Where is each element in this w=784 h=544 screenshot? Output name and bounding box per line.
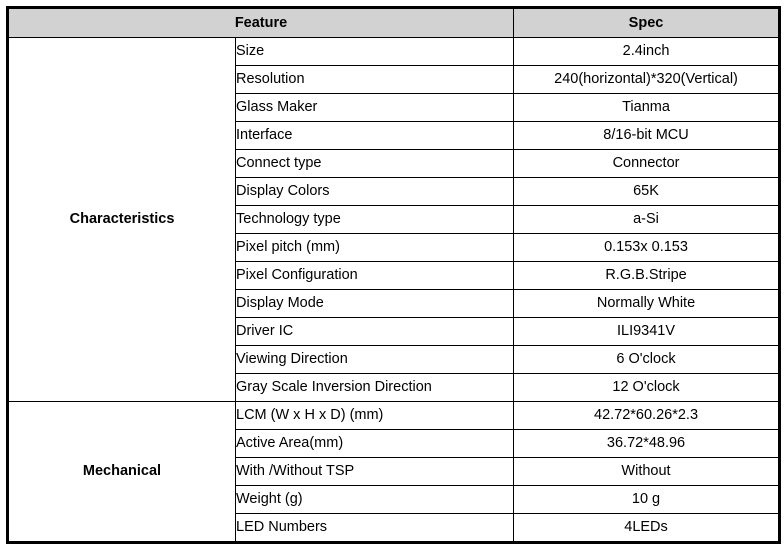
feature-cell: Active Area(mm): [236, 430, 514, 458]
table-header: [8, 8, 780, 38]
feature-cell: Pixel Configuration: [236, 262, 514, 290]
spec-cell: 240(horizontal)*320(Vertical): [514, 66, 780, 94]
spec-cell: 10 g: [514, 486, 780, 514]
spec-cell: 8/16-bit MCU: [514, 122, 780, 150]
spec-cell: 2.4inch: [514, 38, 780, 66]
feature-cell: LED Numbers: [236, 514, 514, 543]
table-body: [8, 38, 780, 543]
spec-cell: 65K: [514, 178, 780, 206]
spec-cell: 0.153x 0.153: [514, 234, 780, 262]
feature-cell: Pixel pitch (mm): [236, 234, 514, 262]
feature-cell: Driver IC: [236, 318, 514, 346]
table-row: [8, 38, 780, 66]
spec-cell: 6 O'clock: [514, 346, 780, 374]
spec-cell: Tianma: [514, 94, 780, 122]
feature-cell: Size: [236, 38, 514, 66]
spec-cell: a-Si: [514, 206, 780, 234]
column-header-spec: Spec: [514, 8, 780, 38]
feature-cell: Weight (g): [236, 486, 514, 514]
header-row: [8, 8, 780, 38]
feature-cell: Interface: [236, 122, 514, 150]
spec-cell: 4LEDs: [514, 514, 780, 543]
table-row: [8, 402, 780, 430]
spec-cell: Normally White: [514, 290, 780, 318]
feature-cell: With /Without TSP: [236, 458, 514, 486]
spec-cell: Connector: [514, 150, 780, 178]
column-header-feature: Feature: [8, 8, 514, 38]
spec-cell: R.G.B.Stripe: [514, 262, 780, 290]
spec-cell: Without: [514, 458, 780, 486]
feature-cell: Resolution: [236, 66, 514, 94]
feature-cell: Viewing Direction: [236, 346, 514, 374]
feature-cell: Technology type: [236, 206, 514, 234]
feature-cell: Display Colors: [236, 178, 514, 206]
feature-cell: Connect type: [236, 150, 514, 178]
feature-cell: Display Mode: [236, 290, 514, 318]
spec-cell: 42.72*60.26*2.3: [514, 402, 780, 430]
row-group-label: Characteristics: [8, 38, 236, 402]
spec-cell: ILI9341V: [514, 318, 780, 346]
feature-cell: LCM (W x H x D) (mm): [236, 402, 514, 430]
feature-cell: Glass Maker: [236, 94, 514, 122]
specification-table: [6, 6, 781, 544]
feature-cell: Gray Scale Inversion Direction: [236, 374, 514, 402]
row-group-label: Mechanical: [8, 402, 236, 543]
spec-cell: 12 O'clock: [514, 374, 780, 402]
spec-cell: 36.72*48.96: [514, 430, 780, 458]
